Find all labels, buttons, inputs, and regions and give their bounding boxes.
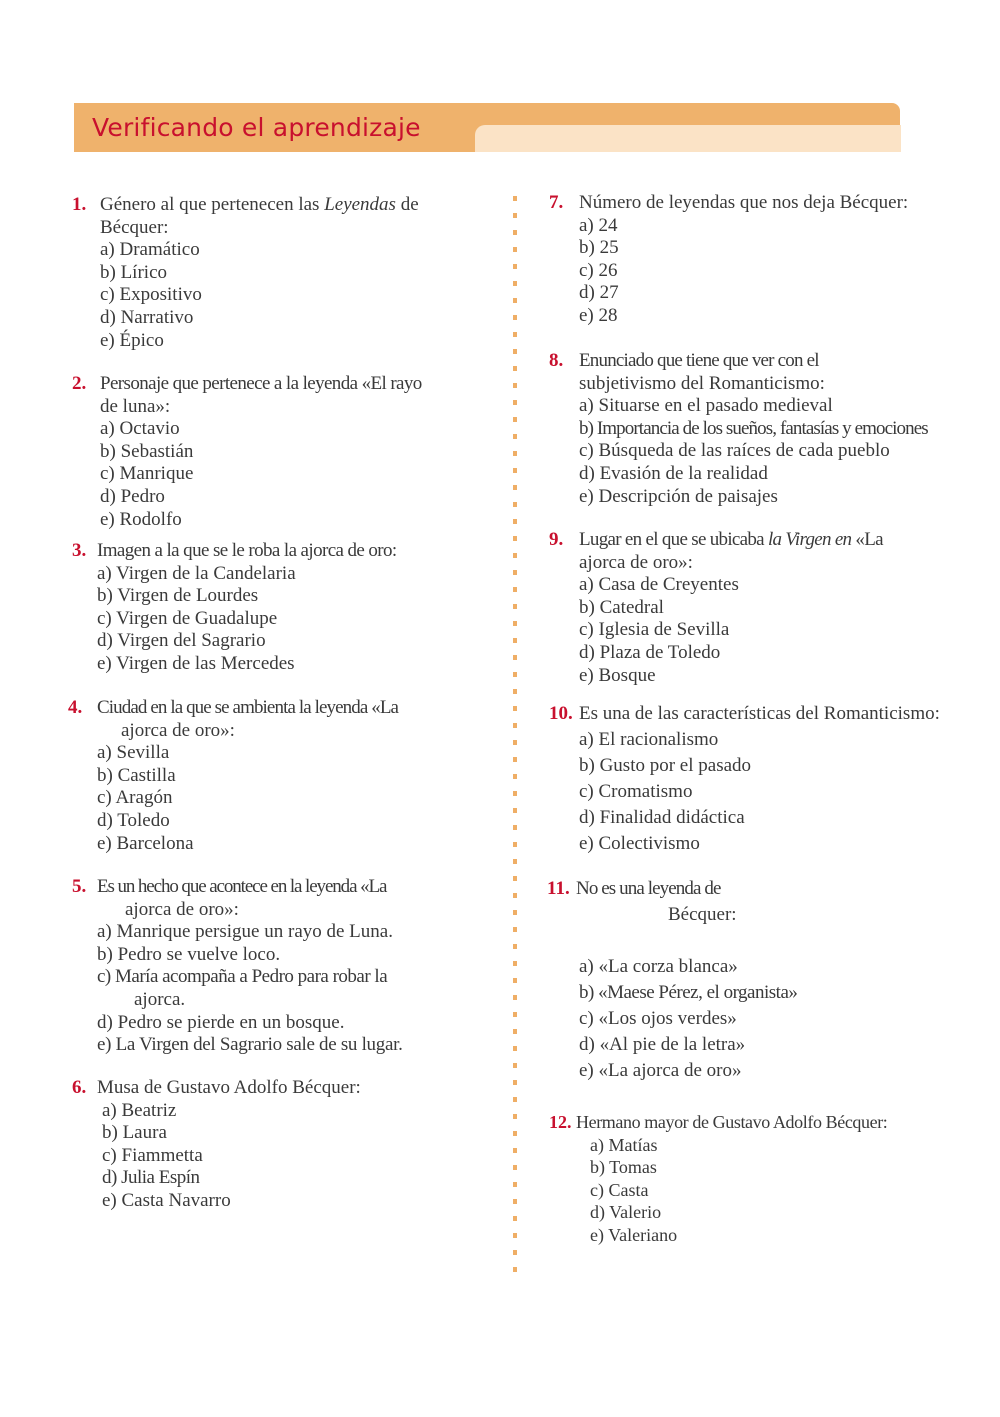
option-e[interactable]: e) Bosque (579, 664, 656, 686)
option-d[interactable]: d) Evasión de la realidad (579, 462, 768, 484)
option-d[interactable]: d) «Al pie de la letra» (579, 1034, 746, 1055)
option-a[interactable]: a) 24 (579, 214, 618, 236)
question-8 (549, 350, 928, 508)
option-b[interactable]: b) 25 (579, 237, 619, 259)
option-a[interactable]: a) Situarse en el pasado medieval (579, 395, 833, 417)
question-number: 1. (72, 194, 87, 215)
option-b[interactable]: b) Pedro se vuelve loco. (97, 943, 281, 965)
question-text-cont: subjetivismo del Romanticismo: (579, 372, 825, 394)
question-11-options (579, 954, 797, 1084)
question-text: Musa de Gustavo Adolfo Bécquer: (97, 1077, 361, 1098)
option-c-cont[interactable]: ajorca. (134, 988, 186, 1010)
option-b[interactable]: b) Lírico (100, 261, 168, 283)
question-9 (549, 529, 883, 687)
question-1 (72, 194, 419, 352)
option-b[interactable]: b) Catedral (579, 596, 664, 618)
option-d[interactable]: d) Narrativo (100, 306, 194, 328)
page-title: Verificando el aprendizaje (92, 113, 421, 142)
option-d[interactable]: d) Pedro se pierde en un bosque. (97, 1011, 345, 1033)
question-text: Es una de las características del Romanticismo: (579, 703, 940, 724)
option-e[interactable]: e) Colectivismo (579, 833, 700, 854)
question-text-cont: ajorca de oro»: (121, 719, 235, 741)
option-a[interactable]: a) Manrique persigue un rayo de Luna. (97, 921, 393, 943)
option-a[interactable]: a) Matías (590, 1134, 658, 1155)
question-number: 9. (549, 529, 564, 550)
option-a[interactable]: a) Dramático (100, 239, 200, 261)
question-4 (68, 697, 398, 855)
question-2 (72, 373, 422, 531)
option-a[interactable]: a) Casa de Creyentes (579, 574, 739, 596)
header-banner-tab (475, 125, 901, 152)
option-d[interactable]: d) Pedro (100, 485, 165, 507)
option-b[interactable]: b) Gusto por el pasado (579, 755, 752, 776)
option-a[interactable]: a) Virgen de la Candelaria (97, 562, 296, 584)
question-6 (72, 1077, 361, 1213)
question-text: Lugar en el que se ubicaba la Virgen en «La (579, 529, 883, 550)
option-b[interactable]: b) Tomas (590, 1157, 657, 1178)
option-e[interactable]: e) Épico (100, 329, 164, 351)
option-d[interactable]: d) Valerio (590, 1202, 662, 1223)
option-d[interactable]: d) Toledo (97, 809, 170, 831)
question-text: Imagen a la que se le roba la ajorca de oro: (97, 540, 397, 561)
question-text: Enunciado que tiene que ver con el (579, 350, 819, 371)
option-c[interactable]: c) Búsqueda de las raíces de cada pueblo (579, 440, 890, 462)
option-d[interactable]: d) 27 (579, 282, 619, 304)
option-b[interactable]: b) Castilla (97, 764, 176, 786)
option-e[interactable]: e) Casta Navarro (102, 1189, 231, 1211)
question-text: Personaje que pertenece a la leyenda «El rayo (100, 373, 422, 394)
question-number: 3. (72, 540, 87, 561)
question-3 (72, 540, 397, 676)
option-c[interactable]: c) 26 (579, 259, 618, 281)
question-number: 10. (549, 703, 573, 724)
option-c[interactable]: c) Fiammetta (102, 1144, 203, 1166)
option-e[interactable]: e) La Virgen del Sagrario sale de su lugar. (97, 1034, 403, 1056)
question-number: 6. (72, 1077, 87, 1098)
option-c[interactable]: c) «Los ojos verdes» (579, 1008, 737, 1029)
question-10 (549, 701, 940, 857)
option-c[interactable]: c) Aragón (97, 787, 173, 809)
question-text-cont: ajorca de oro»: (579, 551, 693, 573)
option-d[interactable]: d) Julia Espín (102, 1167, 200, 1189)
question-text: No es una leyenda de (576, 878, 721, 899)
option-d[interactable]: d) Plaza de Toledo (579, 641, 721, 663)
question-text: Ciudad en la que se ambienta la leyenda «La (97, 697, 399, 718)
option-c[interactable]: c) Expositivo (100, 284, 202, 306)
question-text-cont: de luna»: (100, 395, 171, 417)
question-5 (72, 876, 403, 1057)
option-c[interactable]: c) Manrique (100, 463, 194, 485)
option-c[interactable]: c) María acompaña a Pedro para robar la (97, 966, 388, 988)
question-number: 12. (549, 1112, 572, 1132)
question-text-cont: Bécquer: (100, 216, 169, 238)
option-b[interactable]: b) Virgen de Lourdes (97, 585, 259, 607)
question-number: 2. (72, 373, 87, 394)
option-e[interactable]: e) Virgen de las Mercedes (97, 652, 295, 674)
option-e[interactable]: e) 28 (579, 304, 618, 326)
option-c[interactable]: c) Iglesia de Sevilla (579, 619, 730, 641)
option-e[interactable]: e) Rodolfo (100, 508, 182, 530)
question-7 (549, 192, 908, 328)
option-a[interactable]: a) El racionalismo (579, 729, 719, 750)
question-text-cont: ajorca de oro»: (125, 898, 239, 920)
question-text-cont: Bécquer: (668, 903, 737, 925)
question-text: Número de leyendas que nos deja Bécquer: (579, 192, 909, 213)
option-c[interactable]: c) Casta (590, 1179, 649, 1200)
option-e[interactable]: e) «La ajorca de oro» (579, 1060, 742, 1081)
question-number: 4. (68, 697, 83, 718)
option-b[interactable]: b) Laura (102, 1122, 167, 1144)
question-number: 8. (549, 350, 564, 371)
question-text: Es un hecho que acontece en la leyenda «La (97, 876, 387, 897)
question-text: Género al que pertenecen las Leyendas de (100, 194, 419, 215)
question-number: 5. (72, 876, 87, 897)
option-d[interactable]: d) Virgen del Sagrario (97, 630, 266, 652)
question-number: 11. (547, 878, 570, 899)
option-b[interactable]: b) Sebastián (100, 440, 194, 462)
option-d[interactable]: d) Finalidad didáctica (579, 807, 745, 828)
option-c[interactable]: c) Cromatismo (579, 781, 693, 802)
option-b[interactable]: b) Importancia de los sueños, fantasías y emociones (579, 417, 928, 439)
option-a[interactable]: a) Beatriz (102, 1099, 177, 1121)
question-text: Hermano mayor de Gustavo Adolfo Bécquer: (576, 1112, 888, 1132)
question-11 (547, 878, 737, 926)
column-divider (513, 196, 517, 1281)
option-e[interactable]: e) Valeriano (590, 1224, 678, 1245)
option-a[interactable]: a) «La corza blanca» (579, 956, 738, 977)
option-b[interactable]: b) «Maese Pérez, el organista» (579, 982, 798, 1003)
option-e[interactable]: e) Barcelona (97, 832, 194, 854)
question-12 (549, 1111, 887, 1247)
question-number: 7. (549, 192, 564, 213)
option-a[interactable]: a) Octavio (100, 418, 180, 440)
option-a[interactable]: a) Sevilla (97, 742, 170, 764)
option-e[interactable]: e) Descripción de paisajes (579, 485, 778, 507)
option-c[interactable]: c) Virgen de Guadalupe (97, 607, 278, 629)
